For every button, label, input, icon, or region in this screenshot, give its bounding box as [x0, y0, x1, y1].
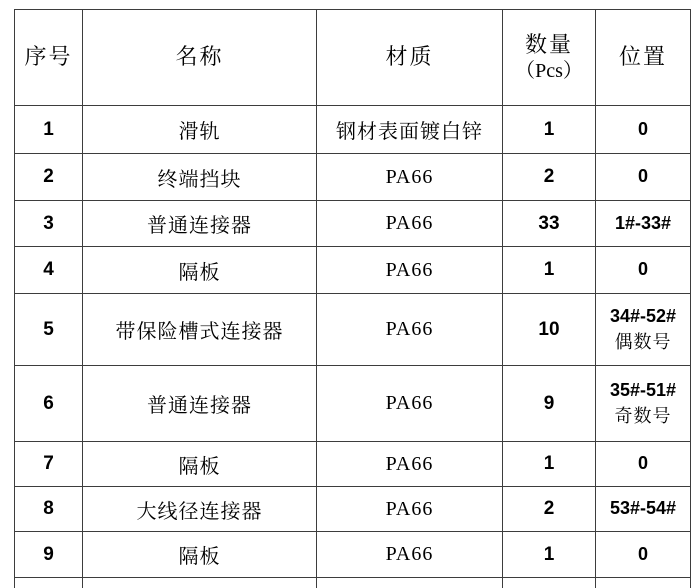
position-note: 奇数号 — [614, 405, 672, 426]
position-range: 0 — [637, 118, 648, 139]
cell-no — [15, 578, 83, 588]
position-range: 53#-54# — [609, 498, 677, 519]
position-range: 0 — [637, 543, 648, 564]
cell-material — [317, 578, 503, 588]
cell-no: 9 — [15, 532, 83, 578]
cell-name: 普通连接器 — [83, 201, 317, 247]
header-no — [15, 10, 83, 106]
cell-qty: 33 — [503, 201, 596, 247]
cell-material: PA66 — [317, 532, 503, 578]
table-row — [15, 487, 691, 532]
header-name-label: 名称 — [175, 44, 224, 70]
cell-material: PA66 — [317, 247, 503, 294]
cell-material: PA66 — [317, 201, 503, 247]
cell-material: PA66 — [317, 294, 503, 366]
cell-no: 4 — [15, 247, 83, 294]
table-row — [15, 154, 691, 201]
cell-material: 钢材表面镀白锌 — [317, 106, 503, 154]
position-range: 0 — [637, 453, 648, 474]
cell-position — [596, 442, 691, 487]
header-material-label: 材质 — [385, 44, 434, 70]
cell-no: 7 — [15, 442, 83, 487]
header-qty-label: 数量 — [524, 31, 573, 57]
cell-position — [596, 106, 691, 154]
cell-material: PA66 — [317, 154, 503, 201]
cell-name: 滑轨 — [83, 106, 317, 154]
cell-qty: 1 — [503, 247, 596, 294]
cell-position — [596, 578, 691, 588]
cell-name: 终端挡块 — [83, 154, 317, 201]
cell-no: 1 — [15, 106, 83, 154]
position-range: 0 — [637, 166, 648, 187]
cell-position — [596, 532, 691, 578]
cell-qty: 2 — [503, 154, 596, 201]
cell-qty: 1 — [503, 532, 596, 578]
cell-position — [596, 294, 691, 366]
cell-qty: 9 — [503, 366, 596, 442]
cell-position — [596, 201, 691, 247]
cell-qty: 2 — [503, 487, 596, 532]
position-range: 35#-51# — [609, 380, 677, 401]
cell-no: 6 — [15, 366, 83, 442]
cell-name: 隔板 — [83, 532, 317, 578]
position-range: 34#-52# — [609, 306, 677, 327]
header-row — [15, 10, 691, 106]
cell-name: 大线径连接器 — [83, 487, 317, 532]
cell-name: 带保险槽式连接器 — [83, 294, 317, 366]
header-material — [317, 10, 503, 106]
header-qty-unit-label: （Pcs） — [515, 60, 583, 83]
cell-material: PA66 — [317, 366, 503, 442]
cell-position — [596, 487, 691, 532]
table-row — [15, 247, 691, 294]
header-position-label: 位置 — [618, 44, 667, 70]
cell-position — [596, 247, 691, 294]
cell-position — [596, 154, 691, 201]
table-sheet — [14, 9, 692, 588]
parts-table — [14, 9, 691, 588]
table-row — [15, 106, 691, 154]
table-row — [15, 294, 691, 366]
cell-no: 8 — [15, 487, 83, 532]
cell-name: 隔板 — [83, 442, 317, 487]
table-row — [15, 532, 691, 578]
cell-material: PA66 — [317, 442, 503, 487]
cell-qty: 1 — [503, 442, 596, 487]
cell-no: 3 — [15, 201, 83, 247]
header-qty — [503, 10, 596, 106]
header-position — [596, 10, 691, 106]
truncated-row — [15, 578, 691, 588]
position-note: 偶数号 — [614, 331, 672, 352]
position-range: 1#-33# — [614, 212, 672, 233]
cell-no: 5 — [15, 294, 83, 366]
header-name — [83, 10, 317, 106]
cell-name: 普通连接器 — [83, 366, 317, 442]
cell-material: PA66 — [317, 487, 503, 532]
table-row — [15, 201, 691, 247]
cell-position — [596, 366, 691, 442]
cell-qty — [503, 578, 596, 588]
cell-qty: 10 — [503, 294, 596, 366]
cell-name — [83, 578, 317, 588]
cell-no: 2 — [15, 154, 83, 201]
cell-qty: 1 — [503, 106, 596, 154]
table-row — [15, 366, 691, 442]
cell-name: 隔板 — [83, 247, 317, 294]
position-range: 0 — [637, 259, 648, 280]
header-no-label: 序号 — [24, 44, 73, 70]
table-row — [15, 442, 691, 487]
